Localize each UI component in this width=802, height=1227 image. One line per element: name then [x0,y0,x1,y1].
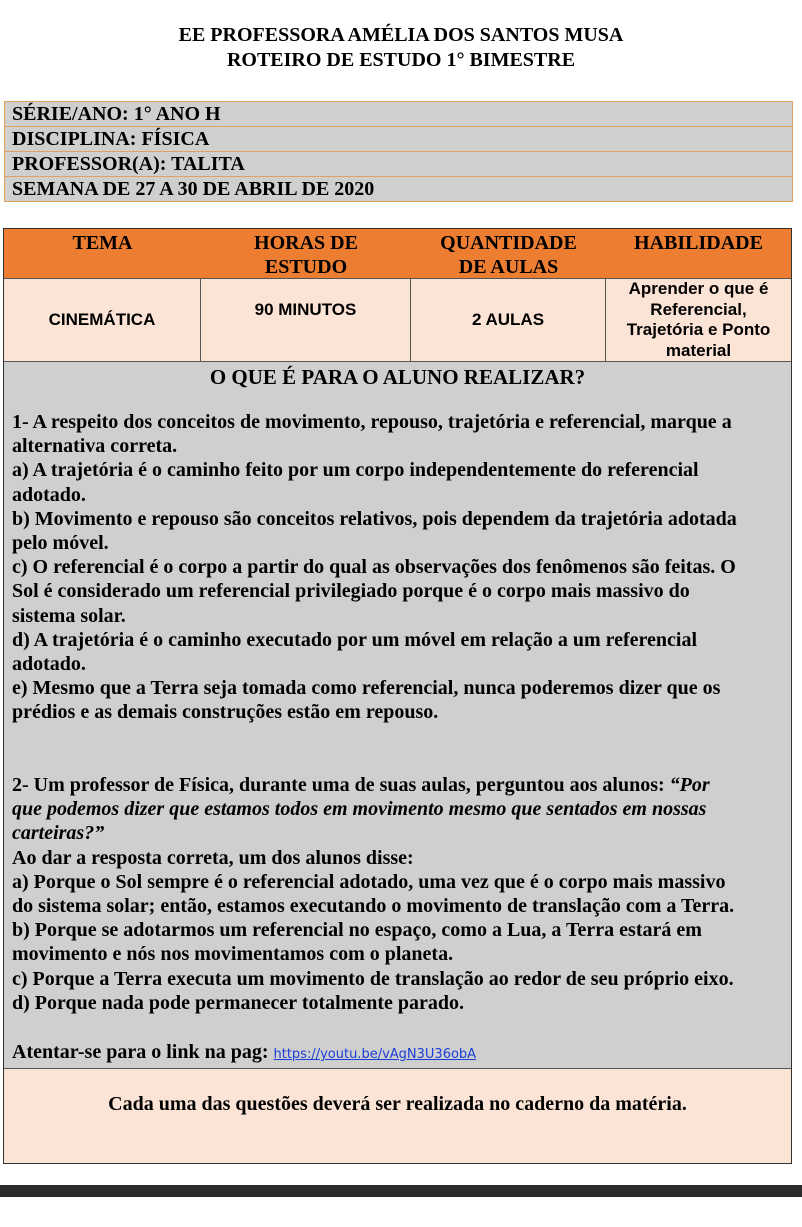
semana-row: SEMANA DE 27 A 30 DE ABRIL DE 2020 [5,177,792,202]
info-box [4,101,793,202]
cell-habilidade: Aprender o que é Referencial, Trajetória e Ponto material [626,279,771,360]
header-quantidade: QUANTIDADE DE AULAS [440,232,577,278]
cell-tema: CINEMÁTICA [48,310,156,329]
header-habilidade: HABILIDADE [634,232,763,254]
link-line [12,1040,787,1067]
document-subtitle: ROTEIRO DE ESTUDO 1° BIMESTRE [226,49,576,71]
link-label: Atentar-se para o link na pag: [12,1041,274,1063]
footer-note-box [4,1068,791,1163]
page-bottom-bar [0,1185,802,1197]
footer-note: Cada uma das questões deverá ser realizada no caderno da matéria. [108,1093,687,1115]
video-link[interactable]: https://youtu.be/vAgN3U36obA [273,1047,477,1062]
table-header [4,229,791,278]
divider [200,279,201,363]
activity-title: O QUE É PARA O ALUNO REALIZAR? [209,365,586,389]
header-horas: HORAS DE ESTUDO [254,232,358,278]
professor-row: PROFESSOR(A): TALITA [5,152,792,177]
cell-horas: 90 MINUTOS [254,300,357,319]
activity-section [4,362,791,1068]
table-row [4,278,791,362]
study-table [3,228,792,1164]
school-title: EE PROFESSORA AMÉLIA DOS SANTOS MUSA [178,24,624,46]
cell-aulas: 2 AULAS [471,310,545,329]
question-1: 1- A respeito dos conceitos de movimento, repouso, trajetória e referencial, marque a alternativa correta. a) A trajetória é o caminho feito por um corpo independentemente do referencial adotado. b) Movimento e repouso são conceitos relativos, pois dependem da trajetória adotada pelo móvel. c) O referencial é o corpo a partir do qual as observações dos fenômenos são feitas. O Sol é considerado um referencial privilegiado porque é o corpo mais massivo do sistema solar. d) A trajetória é o caminho executado por um móvel em relação a um referencial adotado. e) Mesmo que a Terra seja tomada como referencial, nunca poderemos dizer que os prédios e as demais construções estão em repouso. [12,411,737,724]
header-tema: TEMA [72,232,133,254]
disciplina-row: DISCIPLINA: FÍSICA [5,127,792,152]
question-2: 2- Um professor de Física, durante uma de suas aulas, perguntou aos alunos: “Por que podemos dizer que estamos todos em movimento mesmo que sentados em nossas carteiras?” Ao dar a resposta correta, um dos alunos disse: a) Porque o Sol sempre é o referencial adotado, uma vez que é o corpo mais massivo do sistema solar; então, estamos executando o movimento de translação com a Terra. b) Porque se adotarmos um referencial no espaço, como a Lua, a Terra estará em movimento e nós nos movimentamos com o planeta. c) Porque a Terra executa um movimento de translação ao redor de seu próprio eixo. d) Porque nada pode permanecer totalmente parado. [12,774,735,1014]
serie-row: SÉRIE/ANO: 1° ANO H [5,102,792,127]
